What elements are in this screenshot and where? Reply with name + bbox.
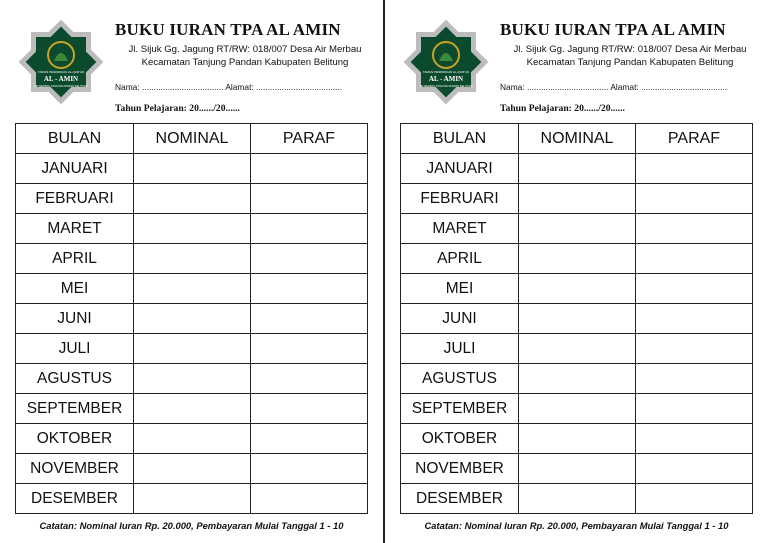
school-year: Tahun Pelajaran: 20....../20......	[115, 103, 240, 114]
table-row	[401, 274, 753, 304]
nominal-cell[interactable]	[134, 484, 251, 514]
table-row	[401, 454, 753, 484]
table-header-row	[16, 124, 368, 154]
tpa-logo	[14, 15, 108, 109]
svg-text:AL - AMIN: AL - AMIN	[43, 75, 79, 83]
month-cell: SEPTEMBER	[16, 394, 134, 424]
paraf-cell[interactable]	[251, 484, 368, 514]
nominal-cell[interactable]	[519, 244, 636, 274]
svg-text:AIR MERBAU TANJUNG PANDAN BELI: AIR MERBAU TANJUNG PANDAN BELITUNG	[419, 85, 473, 88]
table-row	[401, 334, 753, 364]
address-line-1: Jl. Sijuk Gg. Jagung RT/RW: 018/007 Desa Air Merbau	[128, 44, 362, 55]
paraf-cell[interactable]	[251, 454, 368, 484]
address-line-2: Kecamatan Tanjung Pandan Kabupaten Belitung	[141, 57, 349, 68]
month-cell: APRIL	[16, 244, 134, 274]
header-bulan: BULAN	[16, 124, 134, 154]
svg-text:AL - AMIN: AL - AMIN	[428, 75, 464, 83]
name-label: Nama:	[115, 82, 140, 92]
name-label: Nama:	[500, 82, 525, 92]
table-row	[401, 244, 753, 274]
nominal-cell[interactable]	[519, 334, 636, 364]
paraf-cell[interactable]	[251, 364, 368, 394]
paraf-cell[interactable]	[251, 274, 368, 304]
nominal-cell[interactable]	[519, 274, 636, 304]
table-row	[401, 304, 753, 334]
table-row	[401, 214, 753, 244]
paraf-cell[interactable]	[251, 244, 368, 274]
alamat-label: Alamat:	[610, 82, 639, 92]
paraf-cell[interactable]	[251, 154, 368, 184]
svg-text:AIR MERBAU TANJUNG PANDAN BELI: AIR MERBAU TANJUNG PANDAN BELITUNG	[34, 85, 88, 88]
nominal-cell[interactable]	[134, 154, 251, 184]
table-row	[16, 274, 368, 304]
payment-note: Catatan: Nominal Iuran Rp. 20.000, Pembayaran Mulai Tanggal 1 - 10	[424, 520, 729, 531]
month-cell: JULI	[16, 334, 134, 364]
month-cell: MEI	[401, 274, 519, 304]
paraf-cell[interactable]	[636, 424, 753, 454]
month-cell: JUNI	[401, 304, 519, 334]
month-cell: NOVEMBER	[16, 454, 134, 484]
month-cell: FEBRUARI	[16, 184, 134, 214]
paraf-cell[interactable]	[636, 484, 753, 514]
month-cell: AGUSTUS	[16, 364, 134, 394]
dues-table	[400, 123, 753, 514]
month-cell: APRIL	[401, 244, 519, 274]
nominal-cell[interactable]	[134, 454, 251, 484]
month-cell: SEPTEMBER	[401, 394, 519, 424]
student-fields	[115, 82, 342, 92]
table-row	[16, 454, 368, 484]
table-row	[401, 484, 753, 514]
table-row	[16, 424, 368, 454]
table-row	[16, 244, 368, 274]
nominal-cell[interactable]	[134, 394, 251, 424]
paraf-cell[interactable]	[251, 334, 368, 364]
table-row	[16, 214, 368, 244]
name-field[interactable]: ...................................	[527, 82, 609, 92]
nominal-cell[interactable]	[134, 184, 251, 214]
nominal-cell[interactable]	[134, 424, 251, 454]
month-cell: OKTOBER	[401, 424, 519, 454]
month-cell: JULI	[401, 334, 519, 364]
paraf-cell[interactable]	[636, 304, 753, 334]
paraf-cell[interactable]	[251, 304, 368, 334]
header-nominal: NOMINAL	[519, 124, 636, 154]
nominal-cell[interactable]	[519, 424, 636, 454]
table-row	[16, 394, 368, 424]
paraf-cell[interactable]	[636, 184, 753, 214]
paraf-cell[interactable]	[636, 244, 753, 274]
svg-text:TAMAN PENDIDIKAN AL-QUR'AN: TAMAN PENDIDIKAN AL-QUR'AN	[37, 70, 85, 74]
paraf-cell[interactable]	[251, 214, 368, 244]
paraf-cell[interactable]	[636, 454, 753, 484]
paraf-cell[interactable]	[251, 394, 368, 424]
svg-text:TAMAN PENDIDIKAN AL-QUR'AN: TAMAN PENDIDIKAN AL-QUR'AN	[422, 70, 470, 74]
address-line-2: Kecamatan Tanjung Pandan Kabupaten Belitung	[526, 57, 734, 68]
table-row	[16, 154, 368, 184]
paraf-cell[interactable]	[251, 184, 368, 214]
month-cell: MARET	[16, 214, 134, 244]
paraf-cell[interactable]	[636, 364, 753, 394]
month-cell: MEI	[16, 274, 134, 304]
month-cell: JANUARI	[16, 154, 134, 184]
nominal-cell[interactable]	[134, 304, 251, 334]
table-row	[16, 364, 368, 394]
dues-card-right	[385, 0, 768, 543]
dues-table	[15, 123, 368, 514]
school-year: Tahun Pelajaran: 20....../20......	[500, 103, 625, 114]
month-cell: DESEMBER	[16, 484, 134, 514]
month-cell: FEBRUARI	[401, 184, 519, 214]
nominal-cell[interactable]	[519, 484, 636, 514]
dues-card-left	[0, 0, 383, 543]
tpa-logo	[399, 15, 493, 109]
header-bulan: BULAN	[401, 124, 519, 154]
paraf-cell[interactable]	[636, 274, 753, 304]
paraf-cell[interactable]	[636, 154, 753, 184]
header-paraf: PARAF	[636, 124, 753, 154]
address-line-1: Jl. Sijuk Gg. Jagung RT/RW: 018/007 Desa Air Merbau	[513, 44, 747, 55]
nominal-cell[interactable]	[134, 334, 251, 364]
month-cell: OKTOBER	[16, 424, 134, 454]
month-cell: MARET	[401, 214, 519, 244]
header-paraf: PARAF	[251, 124, 368, 154]
card-title: BUKU IURAN TPA AL AMIN	[115, 20, 341, 39]
month-cell: NOVEMBER	[401, 454, 519, 484]
card-title: BUKU IURAN TPA AL AMIN	[500, 20, 726, 39]
table-row	[401, 424, 753, 454]
month-cell: JUNI	[16, 304, 134, 334]
table-row	[16, 484, 368, 514]
paraf-cell[interactable]	[636, 214, 753, 244]
name-field[interactable]: ...................................	[142, 82, 224, 92]
nominal-cell[interactable]	[134, 214, 251, 244]
nominal-cell[interactable]	[519, 394, 636, 424]
table-row	[401, 154, 753, 184]
nominal-cell[interactable]	[519, 184, 636, 214]
nominal-cell[interactable]	[519, 304, 636, 334]
paraf-cell[interactable]	[251, 424, 368, 454]
table-row	[16, 304, 368, 334]
table-row	[401, 184, 753, 214]
paraf-cell[interactable]	[636, 394, 753, 424]
nominal-cell[interactable]	[134, 274, 251, 304]
table-row	[401, 394, 753, 424]
alamat-field[interactable]: .....................................	[641, 82, 728, 92]
month-cell: AGUSTUS	[401, 364, 519, 394]
table-row	[401, 364, 753, 394]
nominal-cell[interactable]	[134, 364, 251, 394]
alamat-field[interactable]: .....................................	[256, 82, 343, 92]
nominal-cell[interactable]	[519, 364, 636, 394]
student-fields	[500, 82, 727, 92]
nominal-cell[interactable]	[519, 454, 636, 484]
paraf-cell[interactable]	[636, 334, 753, 364]
header-nominal: NOMINAL	[134, 124, 251, 154]
nominal-cell[interactable]	[519, 214, 636, 244]
payment-note: Catatan: Nominal Iuran Rp. 20.000, Pembayaran Mulai Tanggal 1 - 10	[39, 520, 344, 531]
nominal-cell[interactable]	[134, 244, 251, 274]
table-row	[16, 184, 368, 214]
table-header-row	[401, 124, 753, 154]
nominal-cell[interactable]	[519, 154, 636, 184]
month-cell: JANUARI	[401, 154, 519, 184]
table-row	[16, 334, 368, 364]
month-cell: DESEMBER	[401, 484, 519, 514]
alamat-label: Alamat:	[225, 82, 254, 92]
